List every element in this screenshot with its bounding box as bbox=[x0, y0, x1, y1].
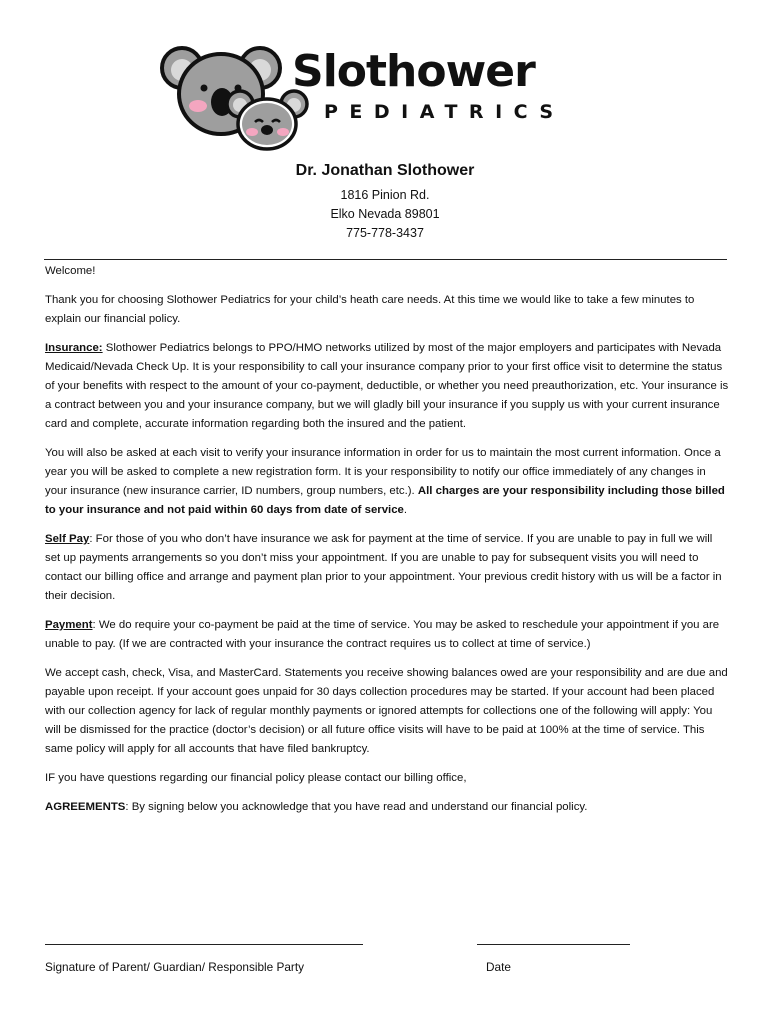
date-line[interactable] bbox=[477, 944, 630, 945]
agreements-heading: AGREEMENTS bbox=[45, 801, 126, 813]
insurance-text: Slothower Pediatrics belongs to PPO/HMO networks utilized by most of the major employers and participates with Nevada Medicaid/Nevada Check Up. It is your responsibility to call your insurance company prior to your first office visit to determine the status of your benefits with respect to the amount of your co-payment, deductible, or whether you need preauthorization, etc. Your insurance is a contract between you and your insurance company, but we will gladly bill your insurance if you supply us with your current insurance card and complete, accurate information regarding both the insured and the patient. bbox=[45, 342, 729, 430]
slothower-pediatrics-logo bbox=[160, 40, 610, 152]
agreements-paragraph bbox=[45, 798, 729, 817]
brand-name: Slothower bbox=[292, 46, 535, 97]
verify-end: . bbox=[403, 504, 408, 516]
verify-paragraph bbox=[45, 444, 729, 520]
verify-text: You will also be asked at each visit to verify your insurance information in order for us to maintain the most current information. Once a year you will be asked to complete a new registration form. It is your responsibility to notify our office immediately of any changes in your insurance (new insurance carrier, ID numbers, group numbers, etc.). bbox=[45, 447, 721, 497]
welcome-text: Welcome! bbox=[45, 265, 96, 277]
selfpay-paragraph bbox=[45, 530, 729, 606]
koala-logo-icon bbox=[160, 40, 310, 152]
payment-text: : We do require your co-payment be paid at the time of service. You may be asked to reschedule your appointment if you are unable to pay. (If we are contracted with your insurance the contract requires us to collect at time of service.) bbox=[45, 619, 720, 650]
policy-body bbox=[45, 262, 729, 827]
intro-paragraph: Thank you for choosing Slothower Pediatrics for your child’s heath care needs. At this time we would like to take a few minutes to explain our financial policy. bbox=[45, 294, 695, 325]
verify-bold-text: All charges are your responsibility including those billed to your insurance and not paid within 60 days from date of service bbox=[45, 485, 725, 516]
doctor-name: Dr. Jonathan Slothower bbox=[295, 162, 475, 179]
accept-paragraph: We accept cash, check, Visa, and MasterCard. Statements you receive showing balances owed are your responsibility and are due and payable upon receipt. If your account goes unpaid for 30 days collection procedures may be started. If your account had been placed with our collection agency for lack of regular monthly payments or ignored attempts for collections one of the following will apply: You will be dismissed for the practice (doctor’s decision) or all future office visits will have to be paid at 100% at the time of service. This same policy will apply for all accounts that have filed bankruptcy. bbox=[45, 667, 728, 755]
payment-heading: Payment bbox=[45, 619, 93, 631]
date-label: Date bbox=[486, 960, 511, 974]
header-divider bbox=[44, 259, 727, 260]
insurance-heading: Insurance: bbox=[45, 342, 103, 354]
phone-number: 775-778-3437 bbox=[346, 226, 424, 240]
signature-line[interactable] bbox=[45, 944, 363, 945]
questions-paragraph: IF you have questions regarding our financial policy please contact our billing office, bbox=[45, 772, 467, 784]
selfpay-text: : For those of you who don’t have insurance we ask for payment at the time of service. If you are unable to pay in full we will set up payments arrangements so you don’t miss your appointment. If you are unable to pay for subsequent visits you will need to contact our billing office and arrange and payment plan prior to your appointment. Your previous credit history with us will be a factor in their decision. bbox=[45, 533, 722, 602]
agreements-text: : By signing below you acknowledge that you have read and understand our financial policy. bbox=[125, 801, 588, 813]
selfpay-heading: Self Pay bbox=[45, 533, 90, 545]
insurance-paragraph bbox=[45, 339, 729, 434]
brand-subtitle: PEDIATRICS bbox=[324, 101, 565, 123]
signature-label: Signature of Parent/ Guardian/ Responsible Party bbox=[45, 960, 305, 974]
payment-paragraph bbox=[45, 616, 729, 654]
address-line-2: Elko Nevada 89801 bbox=[330, 207, 440, 221]
address-line-1: 1816 Pinion Rd. bbox=[340, 188, 430, 202]
